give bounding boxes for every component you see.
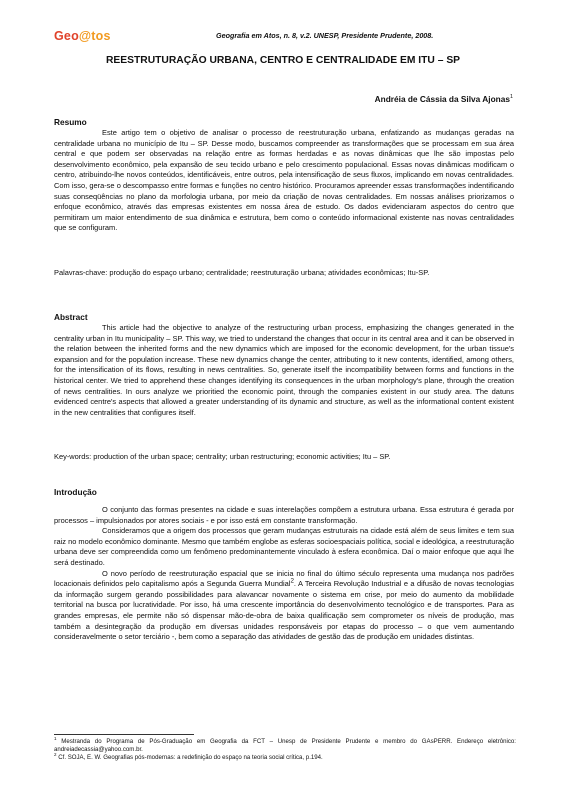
logo-text-geo: Geo xyxy=(54,29,79,43)
abstract-keywords-block xyxy=(54,452,514,463)
resumo-body xyxy=(54,128,514,234)
journal-logo xyxy=(54,29,111,43)
resumo-heading: Resumo xyxy=(54,117,87,127)
running-head: Geografia em Atos, n. 8, v.2. UNESP, Presidente Prudente, 2008. xyxy=(216,31,434,40)
article-title: REESTRUTURAÇÃO URBANA, CENTRO E CENTRALIDADE EM ITU – SP xyxy=(105,55,461,66)
abstract-body xyxy=(54,323,514,418)
resumo-keywords-block xyxy=(54,268,514,279)
journal-header xyxy=(54,29,526,45)
introducao-heading: Introdução xyxy=(54,487,97,497)
footnote-1 xyxy=(54,735,516,754)
resumo-keywords: Palavras-chave: produção do espaço urbano; centralidade; reestruturação urbana; atividades econômicas; Itu-SP. xyxy=(54,268,430,277)
abstract-heading: Abstract xyxy=(54,312,88,322)
footnote-divider xyxy=(54,734,194,735)
introducao-p3-text-a: O novo período de reestruturação espacial que se inicia no final do último século representa uma mudança nos padrões locacionais definidos pelo capitalismo após a Segunda Guerra Mundial xyxy=(54,568,514,589)
footnote-ref-2: 2 xyxy=(290,577,294,585)
abstract-keywords: Key-words: production of the urban space; centrality; urban restructuring; economic activities; Itu – SP. xyxy=(54,452,391,461)
footnote-2 xyxy=(54,751,516,762)
author-name: Andréia de Cássia da Silva Ajonas xyxy=(374,94,510,104)
logo-text-atos: @tos xyxy=(78,29,111,43)
footnote-1-marker: 1 xyxy=(54,735,57,741)
footnotes xyxy=(54,735,516,761)
introducao-paragraph-2: Consideramos que a origem dos processos que geram mudanças estruturais na cidade está além de seus limites e tem sua raiz no modelo econômico dominante. Mesmo que também englobe as esferas socioespaciais política, social e ideológica, a reestruturação urbana deve ser compreendida como um fenômeno predominantemente vinculado à esfera econômica. Daí o maior enfoque que aqui lhe será destinado. xyxy=(54,526,514,567)
footnote-2-marker: 2 xyxy=(54,751,57,757)
author-line xyxy=(375,94,513,104)
introducao-body xyxy=(54,505,514,643)
footnote-2-text: Cf. SOJA, E. W. Geografias pós-modernas: a redefinição do espaço na teoria social crítica, p.194. xyxy=(58,753,323,761)
footnote-1-text: Mestranda do Programa de Pós-Graduação em Geografia da FCT – Unesp de Presidente Prudente e membro do GAsPERR. Endereço eletrônico: andreiadecassia@yahoo.com.br. xyxy=(54,738,516,753)
introducao-paragraph-1: O conjunto das formas presentes na cidade e suas interelações compõem a estrutura urbana. Essa estrutura é gerada por processos – impulsionados por atores sociais - e por isso está em constante transformação. xyxy=(54,505,514,525)
introducao-p3-text-b: . A Terceira Revolução Industrial e a difusão de novas tecnologias da informação surgem gerando possibilidades para alavancar novamente o sistema em crise, por meio do aumento da mobilidade territorial na busca por lucratividade. Por isso, há uma crescente importância do desenvolvimento tecnológico e de transportes. Para as grandes empresas, ele permite não só dispensar mão-de-obra de baixa qualificação sem comprometer os níveis de produção, mas também a desintegração da produção em diversas unidades responsáveis por etapas do processo – o que vem aumentando consideravelmente o setor terciário -, bem como a separação das atividades de gestão das de produção em unidades distintas. xyxy=(54,579,514,642)
abstract-paragraph: This article had the objective to analyze of the restructuring urban process, emphasizing the changes generated in the centrality urban in Itu municipality – SP. This way, we tried to understand the changes that occur in its central area and it can be observed in the relation between the inherited forms and the new dynamics which are imposed for the economic development, for the urban tissue's expansion and for the population increase. These new dynamics change the center, attributing to it new contents, identified, among others, for the intensification of its flows, resulting in news centralities. So, generate itself the incompatibility between forms and functions in the historical center. We tried to apprehend these changes identifying its consequences in the urban morphology's plane, through the creation of news centralities. In ours analyze we prioritied the economic point, through the companies existent in our study area. The datuns evidenced centre's aspects that allowed a greater understanding of its dynamic and structure, as well as the informational content existent in the new centralities that configures itself. xyxy=(54,323,514,417)
introducao-paragraph-3 xyxy=(54,569,514,643)
resumo-paragraph: Este artigo tem o objetivo de analisar o processo de reestruturação urbana, enfatizando as mudanças geradas na centralidade urbana no município de Itu – SP. Desse modo, buscamos compreender as transformações que se processam em sua área central e que podem ser observadas na relação entre as formas herdadas e as novas dinâmicas que lhe são impostas pelo desenvolvimento econômico, pela expansão de seu tecido urbano e pelo crescimento populacional. Essas novas dinâmicas modificam o centro, atribuindo-lhe novos conteúdos, identificáveis, entre outros, pela intensificação de seus fluxos, implicando em novas centralidades. Com isso, gera-se o descompasso entre formas e funções no centro histórico. Procuramos apreender essas transformações indentificando suas conseqüências no plano da morfologia urbana, por meio da criação de novas centralidades. Em nossas análises priorizamos o enfoque econômico, através das empresas existentes em nossa área de estudo. Os dados evidenciaram aspectos do centro que permitiram um maior entendimento de sua dinâmica e estrutura, bem como o conteúdo informacional existente nas novas centralidades que se configuram. xyxy=(54,128,514,233)
author-footnote-ref: 1 xyxy=(509,94,513,101)
